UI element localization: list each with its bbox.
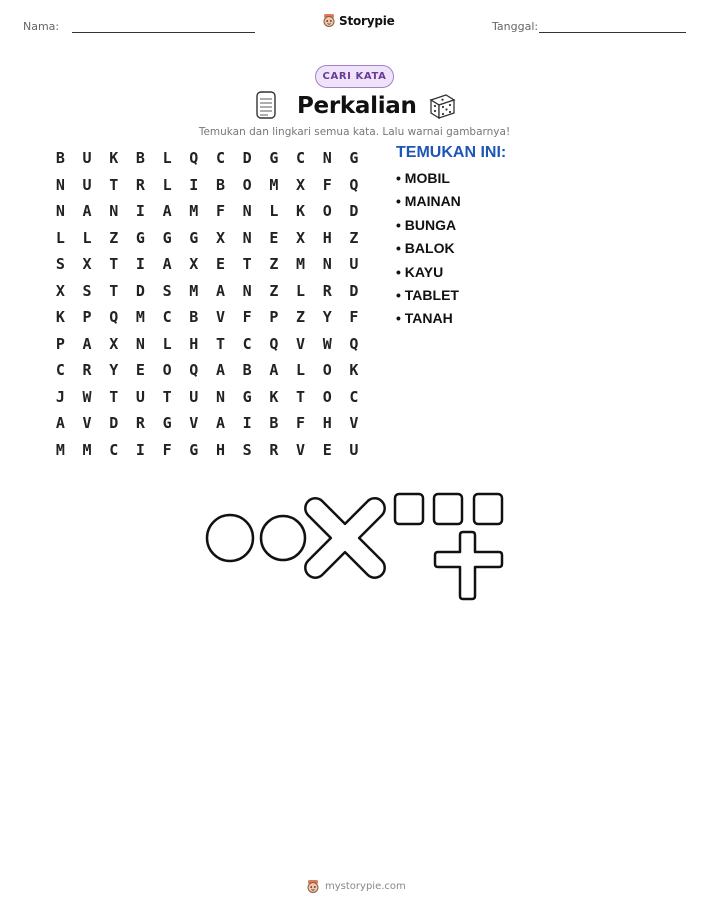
grid-letter[interactable]: A [82, 202, 92, 221]
grid-letter[interactable]: X [296, 228, 306, 247]
grid-letter[interactable]: A [82, 334, 92, 353]
grid-letter[interactable]: C [55, 361, 65, 380]
word-list-item: • BALOK [396, 240, 461, 263]
grid-letter[interactable]: Q [349, 175, 359, 194]
grid-letter[interactable]: C [215, 149, 225, 168]
grid-letter[interactable]: O [322, 361, 332, 380]
word-list-item: • BUNGA [396, 217, 461, 240]
word-search-grid[interactable] [47, 145, 367, 463]
grid-letter[interactable]: C [109, 440, 119, 459]
grid-row [47, 251, 367, 278]
grid-letter[interactable]: Y [109, 361, 119, 380]
grid-letter[interactable]: I [242, 414, 252, 433]
grid-letter[interactable]: I [135, 202, 145, 221]
plus-sign-shape [435, 532, 502, 599]
grid-letter[interactable]: M [82, 440, 92, 459]
grid-row [47, 410, 367, 437]
word-list-item: • KAYU [396, 264, 461, 287]
grid-letter[interactable]: V [215, 308, 225, 327]
grid-letter[interactable]: E [269, 228, 279, 247]
grid-letter[interactable]: O [322, 202, 332, 221]
grid-letter[interactable]: B [242, 361, 252, 380]
grid-letter[interactable]: U [349, 440, 359, 459]
grid-letter[interactable]: F [215, 202, 225, 221]
grid-letter[interactable]: T [109, 387, 119, 406]
grid-letter[interactable]: A [162, 255, 172, 274]
grid-letter[interactable]: V [349, 414, 359, 433]
grid-letter[interactable]: T [109, 255, 119, 274]
grid-letter[interactable]: H [215, 440, 225, 459]
grid-letter[interactable]: F [296, 414, 306, 433]
grid-row [47, 357, 367, 384]
grid-letter[interactable]: H [189, 334, 199, 353]
grid-letter[interactable]: E [215, 255, 225, 274]
grid-letter[interactable]: Z [349, 228, 359, 247]
grid-letter[interactable]: J [55, 387, 65, 406]
grid-letter[interactable]: D [349, 202, 359, 221]
circle-shape [261, 516, 305, 560]
grid-letter[interactable]: I [189, 175, 199, 194]
grid-letter[interactable]: O [162, 361, 172, 380]
grid-row [47, 304, 367, 331]
grid-letter[interactable]: T [109, 175, 119, 194]
grid-letter[interactable]: D [349, 281, 359, 300]
grid-letter[interactable]: D [242, 149, 252, 168]
grid-letter[interactable]: X [82, 255, 92, 274]
grid-letter[interactable]: G [242, 387, 252, 406]
grid-letter[interactable]: T [242, 255, 252, 274]
activity-badge: CARI KATA [315, 65, 394, 88]
grid-letter[interactable]: C [296, 149, 306, 168]
grid-letter[interactable]: R [135, 175, 145, 194]
grid-letter[interactable]: V [296, 440, 306, 459]
coloring-illustration[interactable] [200, 490, 510, 605]
footer [306, 879, 406, 894]
grid-letter[interactable]: I [135, 255, 145, 274]
grid-letter[interactable]: S [162, 281, 172, 300]
grid-letter[interactable]: A [215, 361, 225, 380]
grid-row [47, 225, 367, 252]
grid-letter[interactable]: L [162, 149, 172, 168]
grid-letter[interactable]: W [82, 387, 92, 406]
grid-letter[interactable]: G [269, 149, 279, 168]
grid-letter[interactable]: D [109, 414, 119, 433]
grid-letter[interactable]: F [162, 440, 172, 459]
grid-letter[interactable]: A [55, 414, 65, 433]
grid-letter[interactable]: K [55, 308, 65, 327]
grid-letter[interactable]: B [189, 308, 199, 327]
grid-letter[interactable]: M [55, 440, 65, 459]
storypie-mascot-icon [322, 13, 336, 28]
grid-letter[interactable]: N [242, 228, 252, 247]
grid-letter[interactable]: R [82, 361, 92, 380]
grid-letter[interactable]: B [215, 175, 225, 194]
grid-row [47, 331, 367, 358]
grid-letter[interactable]: G [135, 228, 145, 247]
grid-letter[interactable]: U [82, 175, 92, 194]
grid-letter[interactable]: G [349, 149, 359, 168]
grid-letter[interactable]: H [322, 228, 332, 247]
grid-letter[interactable]: S [82, 281, 92, 300]
grid-letter[interactable]: G [162, 228, 172, 247]
grid-letter[interactable]: L [55, 228, 65, 247]
date-input-line [539, 32, 686, 33]
brand-name: Storypie [339, 13, 395, 28]
grid-letter[interactable]: M [189, 281, 199, 300]
grid-row [47, 278, 367, 305]
grid-letter[interactable]: P [55, 334, 65, 353]
grid-letter[interactable]: T [215, 334, 225, 353]
grid-letter[interactable]: N [215, 387, 225, 406]
word-list [396, 170, 461, 334]
instructions: Temukan dan lingkari semua kata. Lalu warnai gambarnya! [198, 126, 511, 138]
grid-letter[interactable]: C [349, 387, 359, 406]
grid-row [47, 198, 367, 225]
square-shape [434, 494, 462, 524]
grid-letter[interactable]: Q [189, 149, 199, 168]
grid-letter[interactable]: N [242, 281, 252, 300]
word-list-item: • MAINAN [396, 193, 461, 216]
grid-letter[interactable]: X [215, 228, 225, 247]
grid-letter[interactable]: K [349, 361, 359, 380]
grid-letter[interactable]: S [242, 440, 252, 459]
grid-letter[interactable]: P [269, 308, 279, 327]
grid-letter[interactable]: L [162, 334, 172, 353]
grid-letter[interactable]: L [162, 175, 172, 194]
grid-letter[interactable]: E [135, 361, 145, 380]
brand-logo [322, 13, 395, 28]
grid-letter[interactable]: T [162, 387, 172, 406]
grid-letter[interactable]: Y [322, 308, 332, 327]
grid-letter[interactable]: T [296, 387, 306, 406]
grid-letter[interactable]: N [135, 334, 145, 353]
grid-letter[interactable]: B [55, 149, 65, 168]
word-list-title: TEMUKAN INI: [396, 144, 507, 161]
grid-letter[interactable]: F [322, 175, 332, 194]
grid-letter[interactable]: B [269, 414, 279, 433]
square-shape [474, 494, 502, 524]
grid-letter[interactable]: M [269, 175, 279, 194]
grid-letter[interactable]: R [322, 281, 332, 300]
name-input-line [72, 32, 255, 33]
grid-letter[interactable]: S [55, 255, 65, 274]
grid-letter[interactable]: L [269, 202, 279, 221]
word-list-item: • MOBIL [396, 170, 461, 193]
paper-stack-icon [255, 90, 277, 120]
grid-letter[interactable]: I [135, 440, 145, 459]
grid-letter[interactable]: C [162, 308, 172, 327]
grid-letter[interactable]: N [322, 149, 332, 168]
grid-letter[interactable]: Q [349, 334, 359, 353]
name-label: Nama: [23, 20, 60, 33]
grid-letter[interactable]: V [82, 414, 92, 433]
grid-letter[interactable]: U [135, 387, 145, 406]
grid-letter[interactable]: F [242, 308, 252, 327]
grid-letter[interactable]: F [349, 308, 359, 327]
grid-letter[interactable]: N [322, 255, 332, 274]
square-shape [395, 494, 423, 524]
grid-row [47, 384, 367, 411]
grid-letter[interactable]: G [189, 228, 199, 247]
grid-letter[interactable]: B [135, 149, 145, 168]
grid-letter[interactable]: Z [109, 228, 119, 247]
grid-letter[interactable]: A [269, 361, 279, 380]
storypie-mascot-icon [306, 879, 320, 894]
grid-letter[interactable]: L [82, 228, 92, 247]
grid-letter[interactable]: R [269, 440, 279, 459]
grid-letter[interactable]: K [109, 149, 119, 168]
grid-letter[interactable]: U [189, 387, 199, 406]
grid-letter[interactable]: A [162, 202, 172, 221]
grid-letter[interactable]: E [322, 440, 332, 459]
grid-letter[interactable]: Q [109, 308, 119, 327]
grid-letter[interactable]: M [135, 308, 145, 327]
grid-letter[interactable]: U [82, 149, 92, 168]
grid-letter[interactable]: Z [269, 255, 279, 274]
grid-letter[interactable]: G [162, 414, 172, 433]
grid-row [47, 172, 367, 199]
grid-letter[interactable]: L [296, 281, 306, 300]
grid-letter[interactable]: M [189, 202, 199, 221]
grid-letter[interactable]: Q [189, 361, 199, 380]
grid-letter[interactable]: R [135, 414, 145, 433]
grid-letter[interactable]: M [296, 255, 306, 274]
grid-letter[interactable]: N [109, 202, 119, 221]
grid-letter[interactable]: T [109, 281, 119, 300]
grid-letter[interactable]: K [296, 202, 306, 221]
grid-letter[interactable]: A [215, 414, 225, 433]
grid-letter[interactable]: G [189, 440, 199, 459]
grid-letter[interactable]: Q [269, 334, 279, 353]
dice-cube-icon [427, 91, 457, 121]
grid-letter[interactable]: N [242, 202, 252, 221]
word-list-item: • TABLET [396, 287, 461, 310]
grid-letter[interactable]: X [189, 255, 199, 274]
grid-letter[interactable]: X [55, 281, 65, 300]
grid-letter[interactable]: C [242, 334, 252, 353]
circle-shape [207, 515, 253, 561]
grid-letter[interactable]: Z [269, 281, 279, 300]
grid-letter[interactable]: V [189, 414, 199, 433]
grid-letter[interactable]: K [269, 387, 279, 406]
grid-letter[interactable]: O [242, 175, 252, 194]
date-label: Tanggal: [492, 20, 539, 33]
grid-letter[interactable]: D [135, 281, 145, 300]
grid-letter[interactable]: X [109, 334, 119, 353]
grid-letter[interactable]: Z [296, 308, 306, 327]
grid-letter[interactable]: N [55, 202, 65, 221]
footer-site: mystorypie.com [325, 881, 406, 892]
grid-letter[interactable]: O [322, 387, 332, 406]
grid-letter[interactable]: W [322, 334, 332, 353]
grid-letter[interactable]: H [322, 414, 332, 433]
grid-row [47, 145, 367, 172]
grid-letter[interactable]: V [296, 334, 306, 353]
grid-letter[interactable]: N [55, 175, 65, 194]
grid-letter[interactable]: L [296, 361, 306, 380]
grid-letter[interactable]: X [296, 175, 306, 194]
word-list-item: • TANAH [396, 310, 461, 333]
grid-row [47, 437, 367, 464]
grid-letter[interactable]: P [82, 308, 92, 327]
grid-letter[interactable]: A [215, 281, 225, 300]
page-title: Perkalian [297, 93, 417, 119]
grid-letter[interactable]: U [349, 255, 359, 274]
